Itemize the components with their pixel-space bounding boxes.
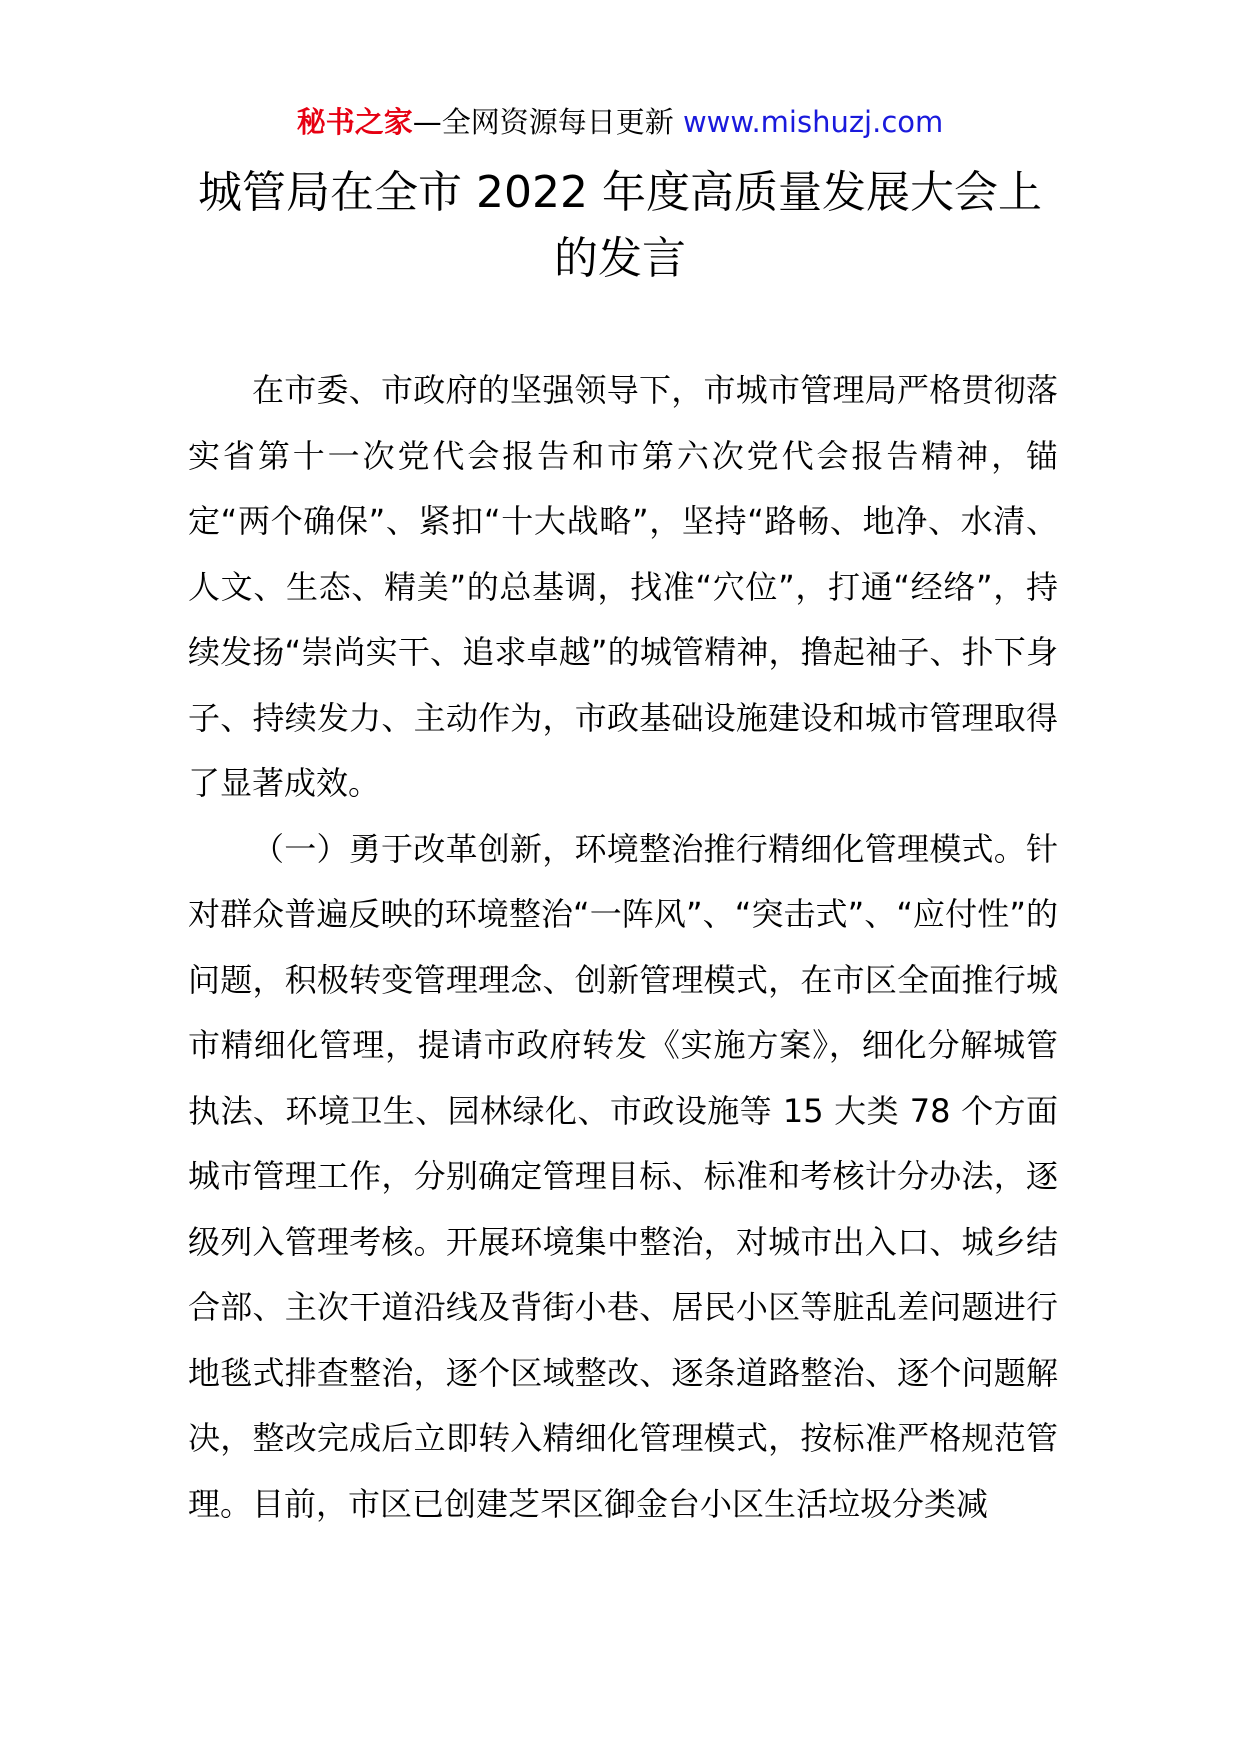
site-url-link[interactable]: www.mishuzj.com — [682, 105, 944, 139]
document-body — [188, 358, 1058, 1537]
title-line-1: 城管局在全市 2022 年度高质量发展大会上 — [198, 167, 1042, 218]
title-line-2: 的发言 — [554, 233, 686, 284]
paragraph-intro: 在市委、市政府的坚强领导下，市城市管理局严格贯彻落实省第十一次党代会报告和市第六次党代会报告精神，锚定“两个确保”、紧扣“十大战略”，坚持“路畅、地净、水清、人文、生态、精美”的总基调，找准“穴位”，打通“经络”，持续发扬“崇尚实干、追求卓越”的城管精神，撸起袖子、扑下身子、持续发力、主动作为，市政基础设施建设和城市管理取得了显著成效。 — [188, 371, 1058, 802]
site-tagline: —全网资源每日更新 — [412, 105, 683, 139]
paragraph-section-1: （一）勇于改革创新，环境整治推行精细化管理模式。针对群众普遍反映的环境整治“一阵风”、“突击式”、“应付性”的问题，积极转变管理理念、创新管理模式，在市区全面推行城市精细化管理，提请市政府转发《实施方案》，细化分解城管执法、环境卫生、园林绿化、市政设施等 15 大类 78 个方面城市管理工作，分别确定管理目标、标准和考核计分办法，逐级列入管理考核。开展环境集中整治，对城市出入口、城乡结合部、主次干道沿线及背街小巷、居民小区等脏乱差问题进行地毯式排查整治，逐个区域整改、逐条道路整治、逐个问题解决，整改完成后立即转入精细化管理模式，按标准严格规范管理。目前，市区已创建芝罘区御金台小区生活垃圾分类减 — [188, 829, 1058, 1523]
site-brand[interactable]: 秘书之家 — [296, 105, 413, 139]
document-title — [160, 160, 1080, 292]
site-header — [0, 102, 1240, 142]
